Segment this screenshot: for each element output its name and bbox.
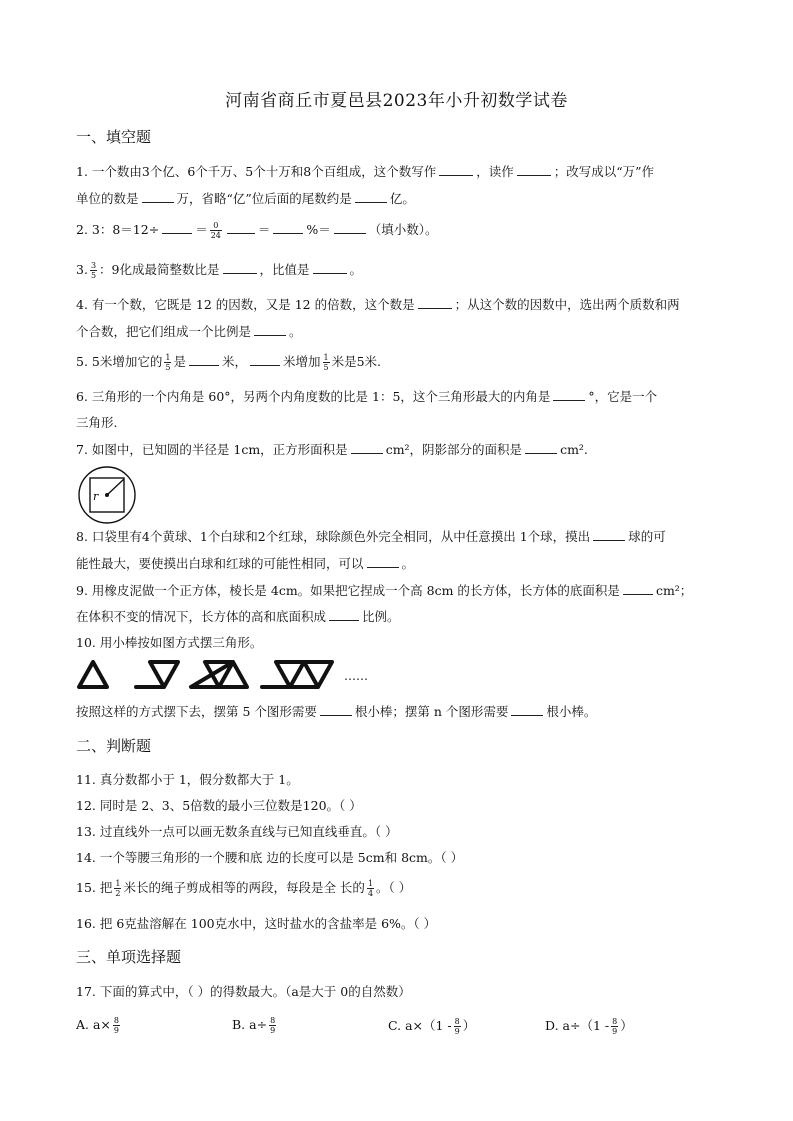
question-16: 16. 把 6克盐溶解在 100克水中，这时盐水的含盐率是 6%。（ ） — [76, 916, 437, 931]
answer-blank[interactable] — [525, 441, 557, 454]
answer-blank[interactable] — [439, 163, 473, 176]
answer-blank[interactable] — [355, 190, 387, 203]
question-9: 9. 用橡皮泥做一个正方体，棱长是 4cm。如果把它捏成一个高 8cm 的长方体，长方体的底面积是 cm²； — [76, 583, 693, 598]
question-5: 5. 5米增加它的 $\frac{1}{5}$ 是 米， 米增加 $\frac{1}{5}$ 米是5米. — [76, 353, 382, 372]
question-3: 3. $\frac{3}{5}$ ：9化成最简整数比是 ，比值是 。 — [76, 261, 363, 280]
answer-blank[interactable] — [329, 608, 359, 621]
section-fill-heading: 一、填空题 — [76, 128, 152, 146]
option-a[interactable]: A. a× $\frac{8}{9}$ — [76, 1016, 119, 1035]
question-6-line2: 三角形. — [76, 415, 118, 430]
answer-blank[interactable] — [517, 163, 551, 176]
answer-blank[interactable] — [273, 221, 303, 234]
question-11: 11. 真分数都小于 1，假分数都大于 1。 — [76, 772, 299, 787]
question-7: 7. 如图中，已知圆的半径是 1cm，正方形面积是 cm²，阴影部分的面积是 cm². — [76, 442, 588, 457]
answer-blank[interactable] — [367, 555, 399, 568]
circle-square-figure — [76, 464, 138, 526]
question-17: 17. 下面的算式中，（ ）的得数最大。（a是大于 0的自然数） — [76, 984, 411, 999]
question-2: 2. 3：8＝12÷ ＝ $\frac{0}{24}$ ＝ %＝ （填小数）。 — [76, 221, 438, 240]
fraction: $\frac{1}{5}$ — [165, 353, 171, 372]
section-judge-heading: 二、判断题 — [76, 737, 152, 755]
question-13: 13. 过直线外一点可以画无数条直线与已知直线垂直。（ ） — [76, 824, 398, 839]
answer-blank[interactable] — [334, 221, 366, 234]
fraction: $\frac{3}{5}$ — [90, 261, 97, 280]
answer-blank[interactable] — [227, 221, 255, 234]
triangle-sticks-figure — [76, 656, 376, 692]
answer-blank[interactable] — [623, 582, 653, 595]
fraction: $\frac{1}{2}$ — [115, 879, 121, 898]
fraction: $\frac{1}{4}$ — [367, 879, 374, 898]
question-14: 14. 一个等腰三角形的一个腰和底 边的长度可以是 5cm和 8cm。（ ） — [76, 850, 464, 865]
answer-blank[interactable] — [351, 441, 383, 454]
question-1-line2: 单位的数是 万，省略“亿”位后面的尾数约是 亿。 — [76, 191, 415, 206]
answer-blank[interactable] — [223, 261, 257, 274]
answer-blank[interactable] — [320, 703, 352, 716]
question-9-line2: 在体积不变的情况下，长方体的高和底面积成 比例。 — [76, 609, 400, 624]
answer-blank[interactable] — [142, 190, 174, 203]
answer-blank[interactable] — [553, 388, 585, 401]
question-15: 15. 把 $\frac{1}{2}$ 米长的绳子剪成相等的两段，每段是全 长的 $\frac{1}{4}$ 。（ ） — [76, 879, 412, 898]
answer-blank[interactable] — [250, 353, 280, 366]
fraction: $\frac{8}{9}$ — [270, 1016, 276, 1035]
fraction: $\frac{8}{9}$ — [113, 1016, 119, 1035]
question-6: 6. 三角形的一个内角是 60°，另两个内角度数的比是 1：5，这个三角形最大的内角是 °，它是一个 — [76, 389, 658, 404]
svg-text:r: r — [93, 490, 99, 503]
answer-blank[interactable] — [162, 221, 192, 234]
answer-blank[interactable] — [189, 353, 219, 366]
question-8: 8. 口袋里有4个黄球、1个白球和2个红球，球除颜色外完全相同，从中任意摸出 1个球，摸出 球的可 — [76, 529, 666, 544]
option-c[interactable]: C. a×（1 - $\frac{8}{9}$ ） — [388, 1017, 476, 1036]
answer-blank[interactable] — [418, 296, 452, 309]
question-1: 1. 一个数由3个亿、6个千万、5个十万和8个百组成，这个数写作 ，读作 ；改写成以“万”作 — [76, 164, 655, 179]
question-4: 4. 有一个数，它既是 12 的因数，又是 12 的倍数，这个数是 ；从这个数的因数中，选出两个质数和两 — [76, 297, 680, 312]
fraction: $\frac{1}{5}$ — [323, 353, 329, 372]
section-choice-heading: 三、单项选择题 — [76, 948, 182, 966]
answer-blank[interactable] — [313, 261, 347, 274]
answer-blank[interactable] — [254, 323, 286, 336]
fraction: $\frac{0}{24}$ — [210, 221, 221, 240]
option-b[interactable]: B. a÷ $\frac{8}{9}$ — [232, 1016, 276, 1035]
fraction: $\frac{8}{9}$ — [612, 1017, 618, 1036]
page-title: 河南省商丘市夏邑县2023年小升初数学试卷 — [225, 91, 568, 111]
question-10: 10. 用小棒按如图方式摆三角形。 — [76, 635, 263, 650]
question-12: 12. 同时是 2、3、5倍数的最小三位数是120。（ ） — [76, 798, 362, 813]
question-10-line2: 按照这样的方式摆下去，摆第 5 个图形需要 根小棒；摆第 n 个图形需要 根小棒。 — [76, 704, 597, 719]
answer-blank[interactable] — [593, 528, 625, 541]
question-4-line2: 个合数，把它们组成一个比例是 。 — [76, 324, 302, 339]
option-d[interactable]: D. a÷（1 - $\frac{8}{9}$ ） — [545, 1017, 633, 1036]
fraction: $\frac{8}{9}$ — [454, 1017, 460, 1036]
question-8-line2: 能性最大，要使摸出白球和红球的可能性相同，可以 。 — [76, 556, 415, 571]
svg-text:……: …… — [344, 669, 368, 683]
answer-blank[interactable] — [511, 703, 543, 716]
